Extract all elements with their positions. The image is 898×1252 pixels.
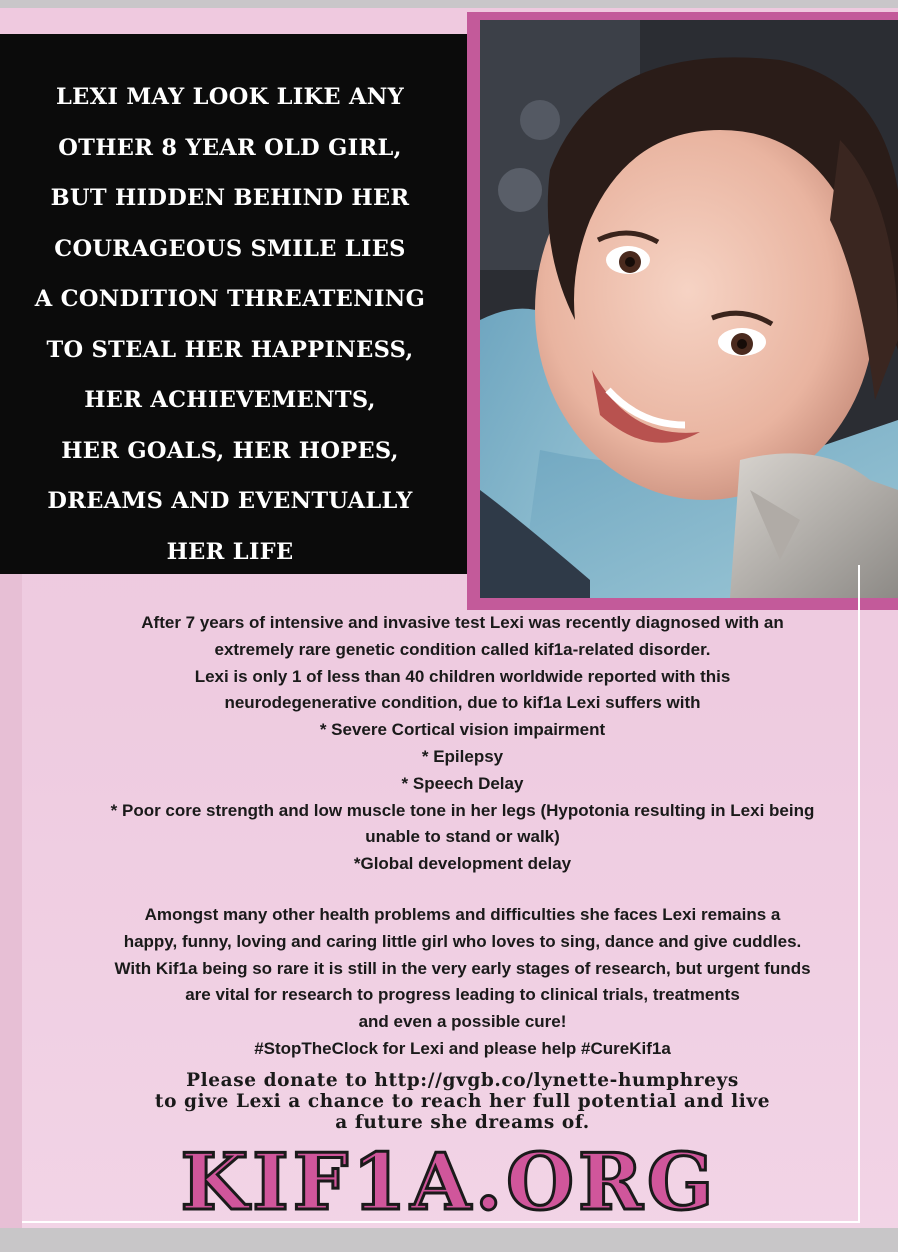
body-line: *Global development delay: [353, 854, 572, 874]
body-line: Lexi is only 1 of less than 40 children worldwide reported with this: [194, 666, 731, 686]
headline-line: OTHER 8 YEAR OLD GIRL,: [58, 134, 402, 161]
girl-photo-illustration: [480, 20, 898, 598]
body2-line: are vital for research to progress leading to clinical trials, treatments: [185, 985, 740, 1005]
body2-line: #StopTheClock for Lexi and please help #CureKif1a: [254, 1038, 671, 1058]
girl-photo: [480, 20, 898, 598]
body2-line: With Kif1a being so rare it is still in the very early stages of research, but urgent funds: [114, 958, 811, 978]
body-line: neurodegenerative condition, due to kif1a Lexi suffers with: [224, 693, 701, 713]
body2-line: and even a possible cure!: [358, 1012, 567, 1032]
poster-left-margin: [0, 560, 22, 1228]
body-line: unable to stand or walk): [365, 827, 560, 847]
donate-line: to give Lexi a chance to reach her full potential and live: [154, 1091, 771, 1112]
body2-line: happy, funny, loving and caring little girl who loves to sing, dance and give cuddles.: [123, 931, 802, 951]
headline-line: COURAGEOUS SMILE LIES: [54, 235, 406, 262]
body-text: [40, 610, 885, 1063]
headline-line: HER LIFE: [166, 538, 294, 565]
body-line: * Poor core strength and low muscle tone in her legs (Hypotonia resulting in Lexi being: [110, 800, 815, 820]
headline-line: HER ACHIEVEMENTS,: [84, 387, 376, 413]
body-line: * Epilepsy: [421, 746, 504, 766]
headline-line: BUT HIDDEN BEHIND HER: [50, 185, 410, 211]
donate-line: a future she dreams of.: [335, 1112, 590, 1133]
headline-line: TO STEAL HER HAPPINESS,: [46, 336, 414, 363]
monitor-edge-top: [0, 0, 898, 8]
monitor-edge-bottom: [0, 1228, 898, 1252]
paragraph-gap: [40, 878, 885, 902]
headline-line: HER GOALS, HER HOPES,: [61, 437, 399, 464]
headline: [0, 72, 460, 577]
body2-line: Amongst many other health problems and difficulties she faces Lexi remains a: [144, 904, 781, 924]
headline-line: DREAMS AND EVENTUALLY: [47, 488, 413, 514]
kif1a-logo: KIF1A.ORG: [180, 1137, 718, 1228]
donate-line: Please donate to http://gvgb.co/lynette-humphreys: [186, 1070, 739, 1091]
body-line: * Speech Delay: [401, 773, 524, 793]
body-line: * Severe Cortical vision impairment: [319, 720, 606, 740]
body-line: After 7 years of intensive and invasive test Lexi was recently diagnosed with an: [141, 613, 784, 632]
body-line: extremely rare genetic condition called kif1a-related disorder.: [214, 639, 711, 659]
headline-line: LEXI MAY LOOK LIKE ANY: [56, 84, 404, 110]
donate-message: [40, 1070, 885, 1133]
headline-line: A CONDITION THREATENING: [34, 286, 426, 312]
